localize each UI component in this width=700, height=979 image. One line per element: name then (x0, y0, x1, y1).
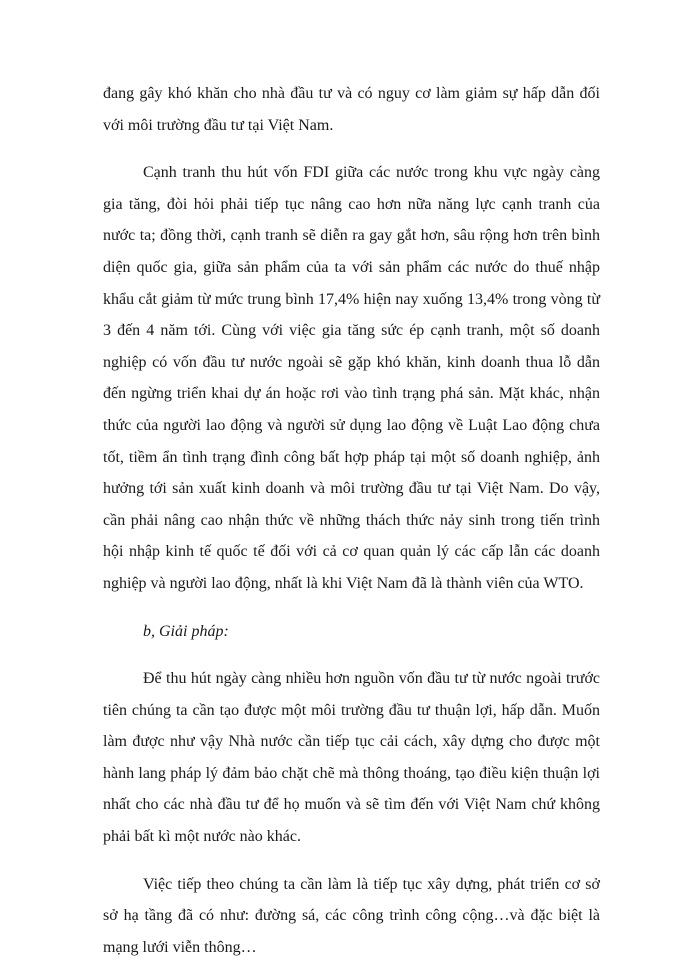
paragraph-fdi-competition: Cạnh tranh thu hút vốn FDI giữa các nước trong khu vực ngày càng gia tăng, đòi hỏi phải tiếp tục nâng cao hơn nữa năng lực cạnh tranh của nước ta; đồng thời, cạnh tranh sẽ diễn ra gay gắt hơn, sâu rộng hơn trên bình diện quốc gia, giữa sản phẩm của ta với sản phẩm các nước do thuế nhập khẩu cắt giảm từ mức trung bình 17,4% hiện nay xuống 13,4% trong vòng từ 3 đến 4 năm tới. Cùng với việc gia tăng sức ép cạnh tranh, một số doanh nghiệp có vốn đầu tư nước ngoài sẽ gặp khó khăn, kinh doanh thua lỗ dẫn đến ngừng triển khai dự án hoặc rơi vào tình trạng phá sản. Mặt khác, nhận thức của người lao động và người sử dụng lao động về Luật Lao động chưa tốt, tiềm ẩn tình trạng đình công bất hợp pháp tại một số doanh nghiệp, ảnh hưởng tới sản xuất kinh doanh và môi trường đầu tư tại Việt Nam. Do vậy, cần phải nâng cao nhận thức về những thách thức nảy sinh trong tiến trình hội nhập kinh tế quốc tế đối với cả cơ quan quản lý các cấp lẫn các doanh nghiệp và người lao động, nhất là khi Việt Nam đã là thành viên của WTO. (103, 164, 600, 592)
paragraph-infrastructure: Việc tiếp theo chúng ta cần làm là tiếp tục xây dựng, phát triển cơ sở sở hạ tầng đã có như: đường sá, các công trình công cộng…và đặc biệt là mạng lưới viễn thông… (103, 875, 600, 956)
paragraph-continuation: đang gây khó khăn cho nhà đầu tư và có nguy cơ làm giảm sự hấp dẫn đối với môi trường đầu tư tại Việt Nam. (103, 85, 600, 134)
paragraph-investment-environment: Để thu hút ngày càng nhiều hơn nguồn vốn đầu tư từ nước ngoài trước tiên chúng ta cần tạo được một môi trường đầu tư thuận lợi, hấp dẫn. Muốn làm được như vậy Nhà nước cần tiếp tục cải cách, xây dựng cho được một hành lang pháp lý đảm bảo chặt chẽ mà thông thoáng, tạo điều kiện thuận lợi nhất cho các nhà đầu tư để họ muốn và sẽ tìm đến với Việt Nam chứ không phải bất kì một nước nào khác. (103, 670, 600, 846)
document-page (103, 78, 600, 979)
section-heading-solutions: b, Giải pháp: (143, 622, 229, 640)
